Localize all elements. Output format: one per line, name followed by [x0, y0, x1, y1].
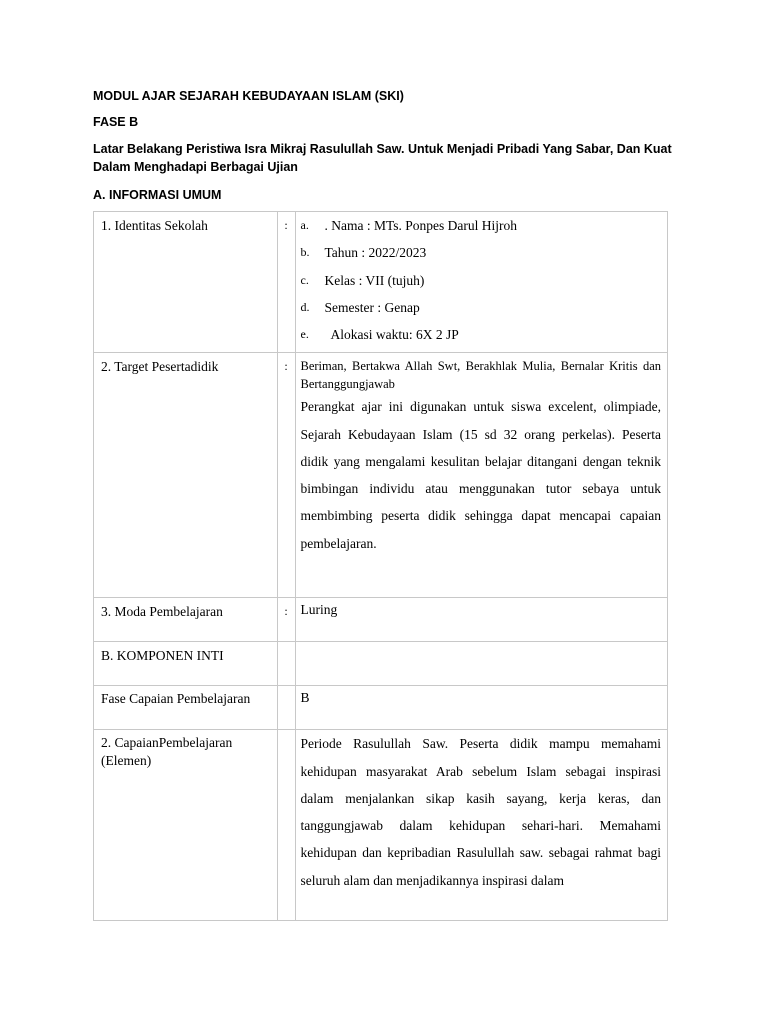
school-identity-list — [296, 212, 668, 352]
table-row — [94, 353, 668, 598]
moda-pembelajaran-label: 3. Moda Pembelajaran — [101, 604, 223, 620]
school-year: Tahun : 2022/2023 — [324, 245, 427, 261]
time-allocation: Alokasi waktu: 6X 2 JP — [324, 327, 459, 343]
colon-cell — [277, 598, 295, 642]
table-row — [94, 212, 668, 353]
target-description-text: Perangkat ajar ini digunakan untuk siswa excelent, olimpiade, Sejarah Kebudayaan Islam (15 sd 32 orang perkelas). Peserta didik yang mengalami kesulitan belajar ditangani dengan teknik bimbingan individu atau menggunakan tutor sebaya untuk membimbing peserta didik sehingga dapat mencapai capaian pembelajaran. — [300, 399, 661, 551]
row-value-cell — [295, 730, 668, 921]
capaian-pembelajaran-label: 2. CapaianPembelajaran (Elemen) — [101, 735, 233, 769]
list-item — [301, 239, 662, 266]
list-marker: b. — [300, 245, 310, 260]
list-marker: e. — [300, 327, 309, 342]
colon-cell — [277, 353, 295, 598]
list-item — [301, 212, 662, 239]
colon-cell — [277, 686, 295, 730]
phase-heading: FASE B — [93, 115, 139, 129]
class-grade: Kelas : VII (tujuh) — [324, 272, 425, 288]
row-value-cell — [295, 598, 668, 642]
colon: : — [284, 218, 288, 232]
row-label-cell — [94, 598, 278, 642]
list-marker: c. — [300, 272, 309, 287]
colon-cell — [277, 730, 295, 921]
komponen-inti-heading: B. KOMPONEN INTI — [101, 648, 224, 664]
list-item — [301, 321, 662, 348]
colon-cell — [277, 212, 295, 353]
moda-value: Luring — [300, 602, 338, 618]
target-profile-text: Beriman, Bertakwa Allah Swt, Berakhlak Mulia, Bernalar Kritis dan Bertanggungjawab — [300, 359, 661, 392]
fase-value: B — [300, 690, 310, 706]
document-title: MODUL AJAR SEJARAH KEBUDAYAAN ISLAM (SKI) — [93, 89, 404, 103]
row-label-cell — [94, 686, 278, 730]
fase-capaian-label: Fase Capaian Pembelajaran — [101, 691, 251, 707]
row-value-cell — [295, 212, 668, 353]
row-value-cell — [295, 642, 668, 686]
row-label-cell — [94, 212, 278, 353]
target-peserta-label: 2. Target Pesertadidik — [101, 359, 219, 375]
school-name: . Nama : MTs. Ponpes Darul Hijroh — [324, 218, 518, 233]
table-row — [94, 642, 668, 686]
row-value-cell — [295, 686, 668, 730]
colon: : — [284, 604, 288, 619]
semester: Semester : Genap — [324, 299, 420, 315]
list-marker: d. — [300, 299, 310, 314]
row-label-cell — [94, 642, 278, 686]
section-a-heading: A. INFORMASI UMUM — [93, 188, 222, 202]
general-info-table — [93, 211, 668, 921]
identitas-sekolah-label: 1. Identitas Sekolah — [101, 218, 208, 233]
row-label-cell — [94, 730, 278, 921]
list-item — [301, 294, 662, 321]
row-value-cell — [295, 353, 668, 598]
colon-cell — [277, 642, 295, 686]
row-label-cell — [94, 353, 278, 598]
colon: : — [284, 359, 288, 374]
table-row — [94, 730, 668, 921]
list-item — [301, 267, 662, 294]
list-marker: a. — [300, 218, 309, 232]
capaian-description-text: Periode Rasulullah Saw. Peserta didik mampu memahami kehidupan masyarakat Arab sebelum Islam sebagai inspirasi dalam menjalankan sikap kasih sayang, kerja keras, dan tanggungjawab dalam kehidupan sehari-hari. Memahami kehidupan dan kepribadian Rasulullah saw. sebagai rahmat bagi seluruh alam dan menjadikannya inspirasi dalam — [300, 736, 661, 888]
table-row — [94, 598, 668, 642]
background-heading: Latar Belakang Peristiwa Isra Mikraj Rasulullah Saw. Untuk Menjadi Pribadi Yang Sabar, Dan Kuat Dalam Menghadapi Berbagai Ujian — [93, 142, 672, 174]
table-row — [94, 686, 668, 730]
